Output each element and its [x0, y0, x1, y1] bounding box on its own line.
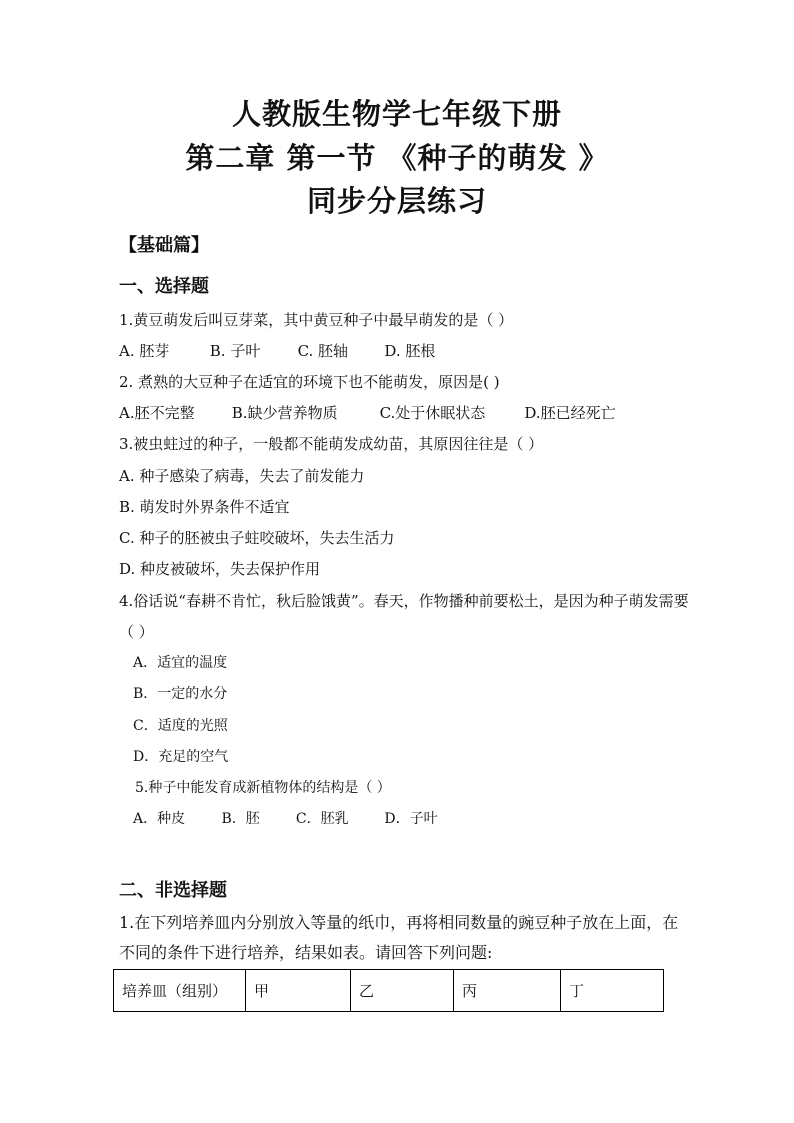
q4-option-b: B．一定的水分 [133, 686, 228, 702]
q1-stem: 1.黄豆萌发后叫豆芽菜，其中黄豆种子中最早萌发的是（ ） [119, 311, 514, 329]
table-cell: 乙 [351, 970, 454, 1012]
q2-option-d: D.胚已经死亡 [524, 404, 616, 422]
q1-option-b: B. 子叶 [209, 342, 261, 360]
q2-stem: 2. 煮熟的大豆种子在适宜的环境下也不能萌发，原因是( ) [119, 373, 500, 391]
q1-option-c: C. 胚轴 [297, 342, 349, 360]
q4-stem: 4.俗话说“春耕不肯忙，秋后脸饿黄”。春天，作物播种前要松土，是因为种子萌发需要 [119, 592, 689, 610]
culture-dish-table [113, 969, 664, 1012]
q2-option-a: A.胚不完整 [119, 404, 195, 422]
q3-option-d: D. 种皮被破坏，失去保护作用 [119, 560, 321, 578]
q5-options [133, 809, 438, 829]
table-cell: 丙 [454, 970, 561, 1012]
q2-option-b: B.缺少营养物质 [231, 404, 338, 422]
table-cell: 丁 [561, 970, 664, 1012]
q1-option-a: A. 胚芽 [119, 342, 170, 360]
part1-heading: 一、选择题 [119, 276, 209, 297]
part2-q1-line2: 不同的条件下进行培养，结果如表。请回答下列问题: [119, 943, 493, 962]
q4-option-d: D．充足的空气 [133, 749, 229, 765]
q3-stem: 3.被虫蛀过的种子，一般都不能萌发成幼苗，其原因往往是（ ） [119, 435, 544, 453]
q3-option-b: B. 萌发时外界条件不适宜 [119, 498, 290, 516]
title-line-1: 人教版生物学七年级下册 [231, 97, 562, 131]
q5-option-a: A．种皮 [133, 811, 186, 827]
part2-q1-line1: 1.在下列培养皿内分别放入等量的纸巾，再将相同数量的豌豆种子放在上面，在 [119, 913, 679, 932]
q3-option-c: C. 种子的胚被虫子蛀咬破坏，失去生活力 [119, 529, 395, 547]
q3-option-a: A. 种子感染了病毒，失去了前发能力 [119, 467, 365, 485]
q1-options [119, 341, 435, 361]
q2-option-c: C.处于休眠状态 [379, 404, 486, 422]
q2-options [119, 403, 616, 423]
q1-option-d: D. 胚根 [384, 342, 436, 360]
q5-option-c: C．胚乳 [295, 811, 349, 827]
q4-blank: （ ） [119, 623, 154, 641]
section-basic-heading: 【基础篇】 [119, 235, 209, 256]
part2-heading: 二、非选择题 [119, 880, 227, 901]
q4-option-c: C．适度的光照 [133, 718, 228, 734]
title-line-2: 第二章 第一节 《种子的萌发 》 [185, 141, 609, 175]
q5-option-d: D．子叶 [384, 811, 438, 827]
q4-option-a: A．适宜的温度 [133, 655, 228, 671]
q5-stem: 5.种子中能发育成新植物体的结构是（ ） [135, 780, 391, 796]
title-line-3: 同步分层练习 [306, 184, 487, 218]
table-header-row [114, 970, 664, 1012]
q5-option-b: B．胚 [221, 811, 260, 827]
table-cell: 培养皿（组别） [114, 970, 246, 1012]
table-cell: 甲 [246, 970, 351, 1012]
